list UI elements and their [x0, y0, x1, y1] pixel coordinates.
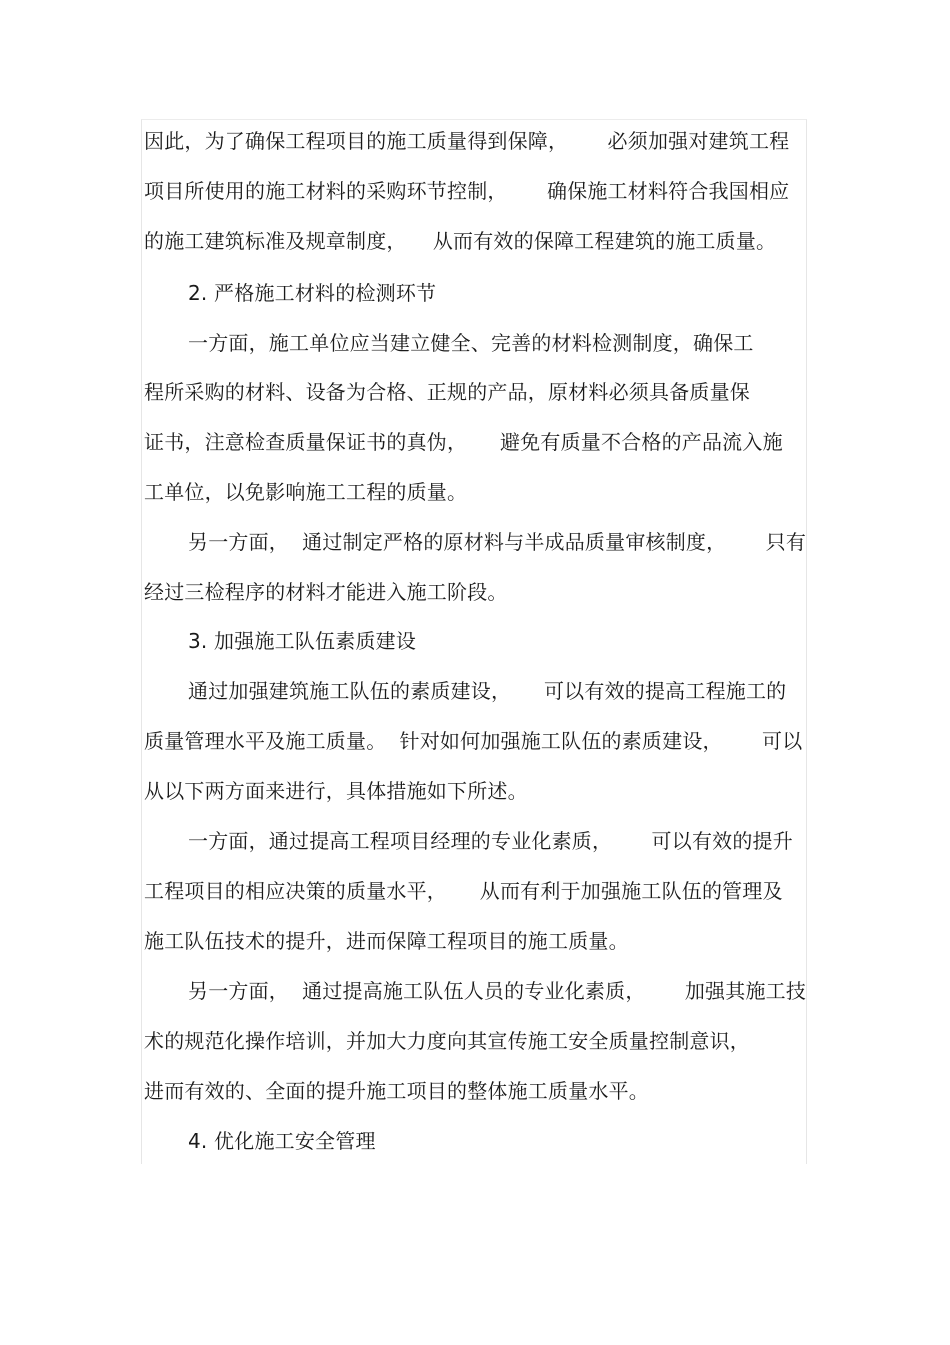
text-line: 一方面，通过提高工程项目经理的专业化素质， 可以有效的提升: [188, 829, 793, 853]
text-line: 因此，为了确保工程项目的施工质量得到保障， 必须加强对建筑工程: [144, 129, 790, 153]
section-heading-4: 4. 优化施工安全管理: [188, 1129, 376, 1153]
section-heading-2: 2. 严格施工材料的检测环节: [188, 281, 437, 305]
text-line: 一方面，施工单位应当建立健全、完善的材料检测制度，确保工: [188, 331, 754, 355]
text-line: 从以下两方面来进行，具体措施如下所述。: [144, 779, 528, 803]
text-line: 另一方面， 通过提高施工队伍人员的专业化素质， 加强其施工技: [188, 979, 807, 1003]
text-line: 施工队伍技术的提升，进而保障工程项目的施工质量。: [144, 929, 629, 953]
text-line: 质量管理水平及施工质量。 针对如何加强施工队伍的素质建设， 可以: [144, 729, 803, 753]
text-line: 另一方面， 通过制定严格的原材料与半成品质量审核制度， 只有: [188, 530, 807, 554]
section-heading-3: 3. 加强施工队伍素质建设: [188, 629, 417, 653]
text-line: 的施工建筑标准及规章制度， 从而有效的保障工程建筑的施工质量。: [144, 229, 777, 253]
text-line: 术的规范化操作培训，并加大力度向其宣传施工安全质量控制意识，: [144, 1029, 750, 1053]
text-line: 程所采购的材料、设备为合格、正规的产品，原材料必须具备质量保: [144, 380, 750, 404]
text-line: 工程项目的相应决策的质量水平， 从而有利于加强施工队伍的管理及: [144, 879, 783, 903]
text-line: 证书，注意检查质量保证书的真伪， 避免有质量不合格的产品流入施: [144, 430, 783, 454]
text-line: 项目所使用的施工材料的采购环节控制， 确保施工材料符合我国相应: [144, 179, 790, 203]
text-line: 通过加强建筑施工队伍的素质建设， 可以有效的提高工程施工的: [188, 679, 787, 703]
text-line: 经过三检程序的材料才能进入施工阶段。: [144, 580, 508, 604]
text-line: 工单位，以免影响施工工程的质量。: [144, 480, 468, 504]
text-line: 进而有效的、全面的提升施工项目的整体施工质量水平。: [144, 1079, 649, 1103]
